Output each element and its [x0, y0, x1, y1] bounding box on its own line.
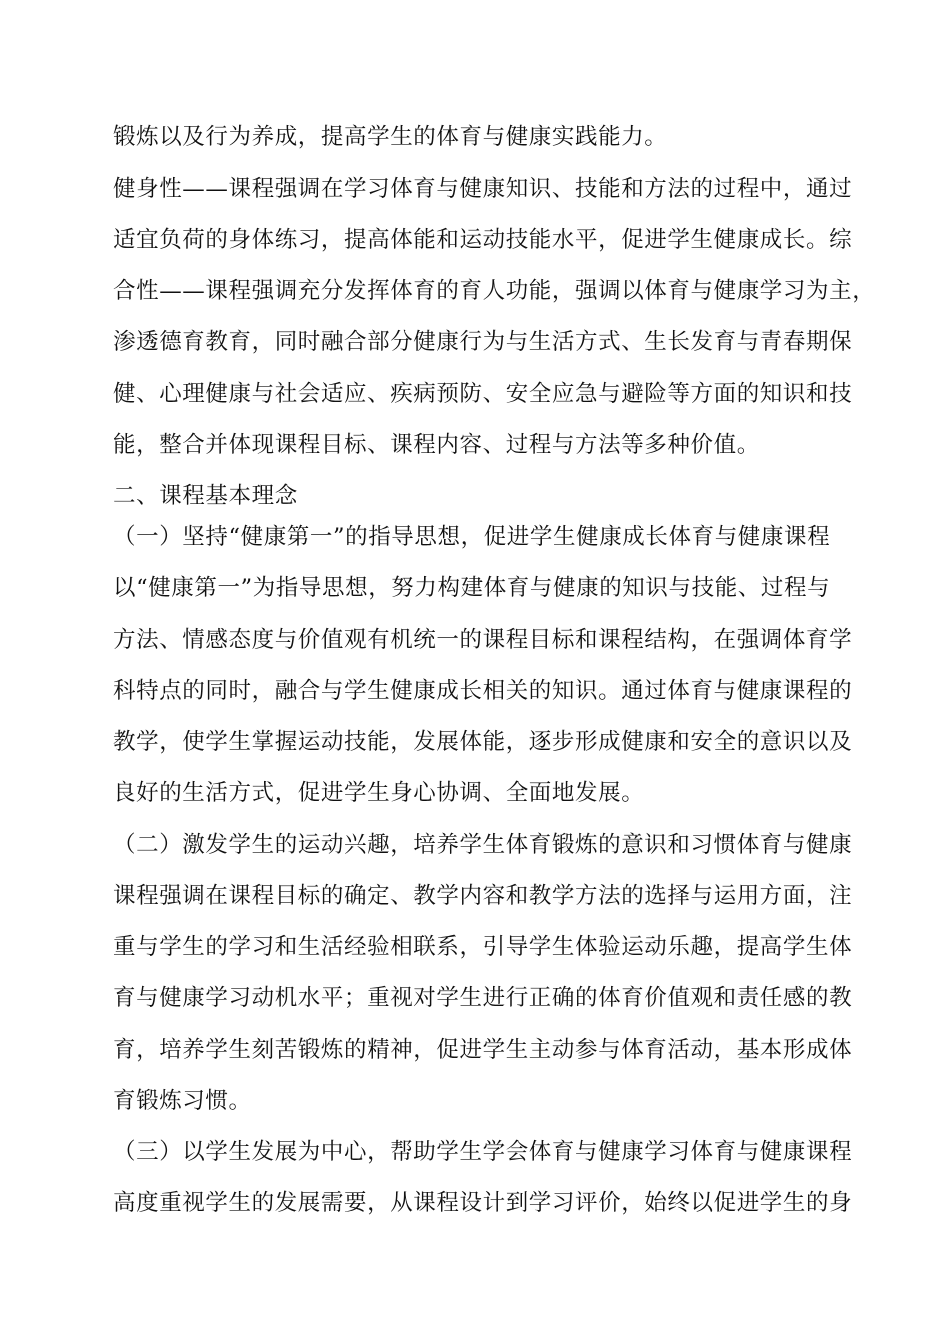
- section-heading: 二、课程基本理念: [113, 483, 298, 509]
- text-line: 方法、情感态度与价值观有机统一的课程目标和课程结构，在强调体育学: [113, 627, 853, 653]
- text-line: 健身性——课程强调在学习体育与健康知识、技能和方法的过程中，通过: [113, 176, 853, 202]
- text-line: 合性——课程强调充分发挥体育的育人功能，强调以体育与健康学习为主，: [113, 278, 876, 304]
- text-line: 课程强调在课程目标的确定、教学内容和教学方法的选择与运用方面，注: [113, 883, 853, 909]
- text-line: 良好的生活方式，促进学生身心协调、全面地发展。: [113, 780, 645, 806]
- text-line: 重与学生的学习和生活经验相联系，引导学生体验运动乐趣，提高学生体: [113, 934, 853, 960]
- text-line: 育，培养学生刻苦锻炼的精神，促进学生主动参与体育活动，基本形成体: [113, 1037, 853, 1063]
- text-line: 科特点的同时，融合与学生健康成长相关的知识。通过体育与健康课程的: [113, 678, 853, 704]
- text-line: 高度重视学生的发展需要，从课程设计到学习评价，始终以促进学生的身: [113, 1190, 853, 1216]
- text-line: （一）坚持“健康第一”的指导思想，促进学生健康成长体育与健康课程: [113, 524, 831, 550]
- text-line: （三）以学生发展为中心，帮助学生学会体育与健康学习体育与健康课程: [113, 1139, 853, 1165]
- text-line: 育锻炼习惯。: [113, 1088, 252, 1114]
- text-line: 渗透德育教育，同时融合部分健康行为与生活方式、生长发育与青春期保: [113, 329, 853, 355]
- text-line: 以“健康第一”为指导思想，努力构建体育与健康的知识与技能、过程与: [113, 575, 831, 601]
- text-line: 教学，使学生掌握运动技能，发展体能，逐步形成健康和安全的意识以及: [113, 729, 853, 755]
- text-line: 健、心理健康与社会适应、疾病预防、安全应急与避险等方面的知识和技: [113, 381, 853, 407]
- text-line: （二）激发学生的运动兴趣，培养学生体育锻炼的意识和习惯体育与健康: [113, 832, 853, 858]
- text-line: 锻炼以及行为养成，提高学生的体育与健康实践能力。: [113, 124, 668, 150]
- text-line: 适宜负荷的身体练习，提高体能和运动技能水平，促进学生健康成长。综: [113, 227, 853, 253]
- text-line: 能，整合并体现课程目标、课程内容、过程与方法等多种价值。: [113, 432, 760, 458]
- text-line: 育与健康学习动机水平；重视对学生进行正确的体育价值观和责任感的教: [113, 985, 853, 1011]
